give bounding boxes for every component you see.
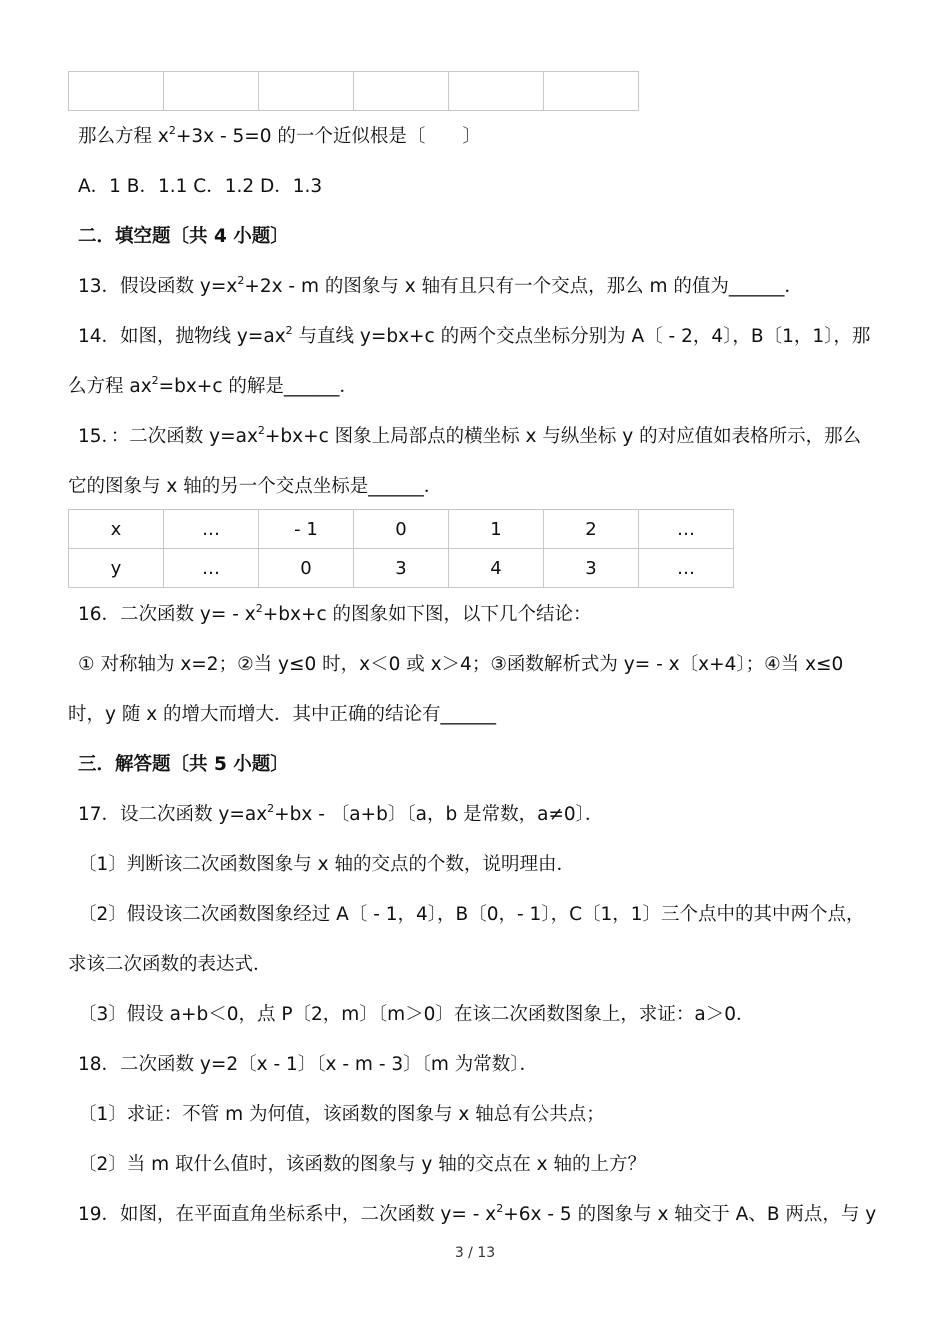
question-18-part-2: 〔2〕当 m 取什么值时，该函数的图象与 y 轴的交点在 x 轴的上方？ (78, 1154, 646, 1175)
question-14-line-1: 14．如图，抛物线 $y=ax^2$ 与直线 y=bx+c 的两个交点坐标分别为 A〔 - 2，4〕，B〔1，1〕，那 (78, 324, 871, 347)
table-row (69, 72, 639, 111)
table-cell: 3 (544, 549, 639, 588)
question-12-options: A．1 B．1.1 C．1.2 D．1.3 (78, 176, 323, 197)
table-cell: 4 (449, 549, 544, 588)
table-cell: x (69, 510, 164, 549)
xy-value-table (68, 509, 734, 588)
question-16-line-1: 16．二次函数 $y= - x^2+bx+c$ 的图象如下图，以下几个结论： (78, 602, 592, 625)
table-cell: 1 (449, 510, 544, 549)
question-14-line-2: 么方程 $ax^2=bx+c$ 的解是______． (68, 374, 358, 397)
question-17-part-3: 〔3〕假设 a+b＜0，点 P〔2，m〕〔m＞0〕在该二次函数图象上，求证：a＞0． (78, 1004, 755, 1025)
table-cell (449, 72, 544, 111)
section-3-heading: 三．解答题〔共 5 小题〕 (78, 754, 289, 775)
question-17-part-2-line-2: 求该二次函数的表达式． (68, 954, 272, 975)
question-18-part-1: 〔1〕求证：不管 m 为何值，该函数的图象与 x 轴总有公共点； (78, 1104, 605, 1125)
question-17-part-1: 〔1〕判断该二次函数图象与 x 轴的交点的个数，说明理由． (78, 854, 575, 875)
question-16-line-2: ① 对称轴为 x=2；②当 y≤0 时，x＜0 或 x＞4；③函数解析式为 y= - x〔x+4〕；④当 x≤0 (78, 654, 844, 675)
table-row (69, 549, 734, 588)
table-cell: 0 (354, 510, 449, 549)
question-19: 19．如图，在平面直角坐标系中，二次函数 $y= - x^2+6x - 5$ 的图象与 x 轴交于 A、B 两点，与 y (78, 1202, 877, 1225)
question-18: 18．二次函数 y=2〔x - 1〕〔x - m - 3〕〔m 为常数〕． (78, 1054, 539, 1075)
table-cell: … (639, 549, 734, 588)
page-number: 3 / 13 (454, 1245, 496, 1261)
table-cell: … (164, 549, 259, 588)
table-cell (544, 72, 639, 111)
table-cell: 3 (354, 549, 449, 588)
question-15-line-2: 它的图象与 x 轴的另一个交点坐标是______． (68, 476, 443, 497)
table-cell: … (639, 510, 734, 549)
table-cell: … (164, 510, 259, 549)
table-cell: 2 (544, 510, 639, 549)
question-16-line-3: 时，y 随 x 的增大而增大．其中正确的结论有______ (68, 704, 497, 725)
table-cell (354, 72, 449, 111)
table-cell (259, 72, 354, 111)
top-table (68, 71, 639, 111)
question-12-stem: 那么方程 $x^2+3x - 5=0$ 的一个近似根是〔 〕 (78, 124, 481, 147)
question-13: 13．假设函数 $y=x^2+2x - m$ 的图象与 x 轴有且只有一个交点，那么 m 的值为______． (78, 274, 803, 297)
table-cell (164, 72, 259, 111)
question-15-line-1: 15．：二次函数 $y=ax^2+bx+c$ 图象上局部点的横坐标 x 与纵坐标 y 的对应值如表格所示，那么 (78, 424, 862, 447)
table-row (69, 510, 734, 549)
section-2-heading: 二．填空题〔共 4 小题〕 (78, 226, 289, 247)
question-17-part-2-line-1: 〔2〕假设该二次函数图象经过 A〔 - 1，4〕，B〔0，- 1〕，C〔1，1〕三个点中的其中两个点， (78, 904, 865, 925)
question-17: 17．设二次函数 $y=ax^2+bx$ - 〔a+b〕〔a，b 是常数，a≠0〕． (78, 802, 604, 825)
table-cell: - 1 (259, 510, 354, 549)
table-cell: y (69, 549, 164, 588)
table-cell (69, 72, 164, 111)
table-cell: 0 (259, 549, 354, 588)
